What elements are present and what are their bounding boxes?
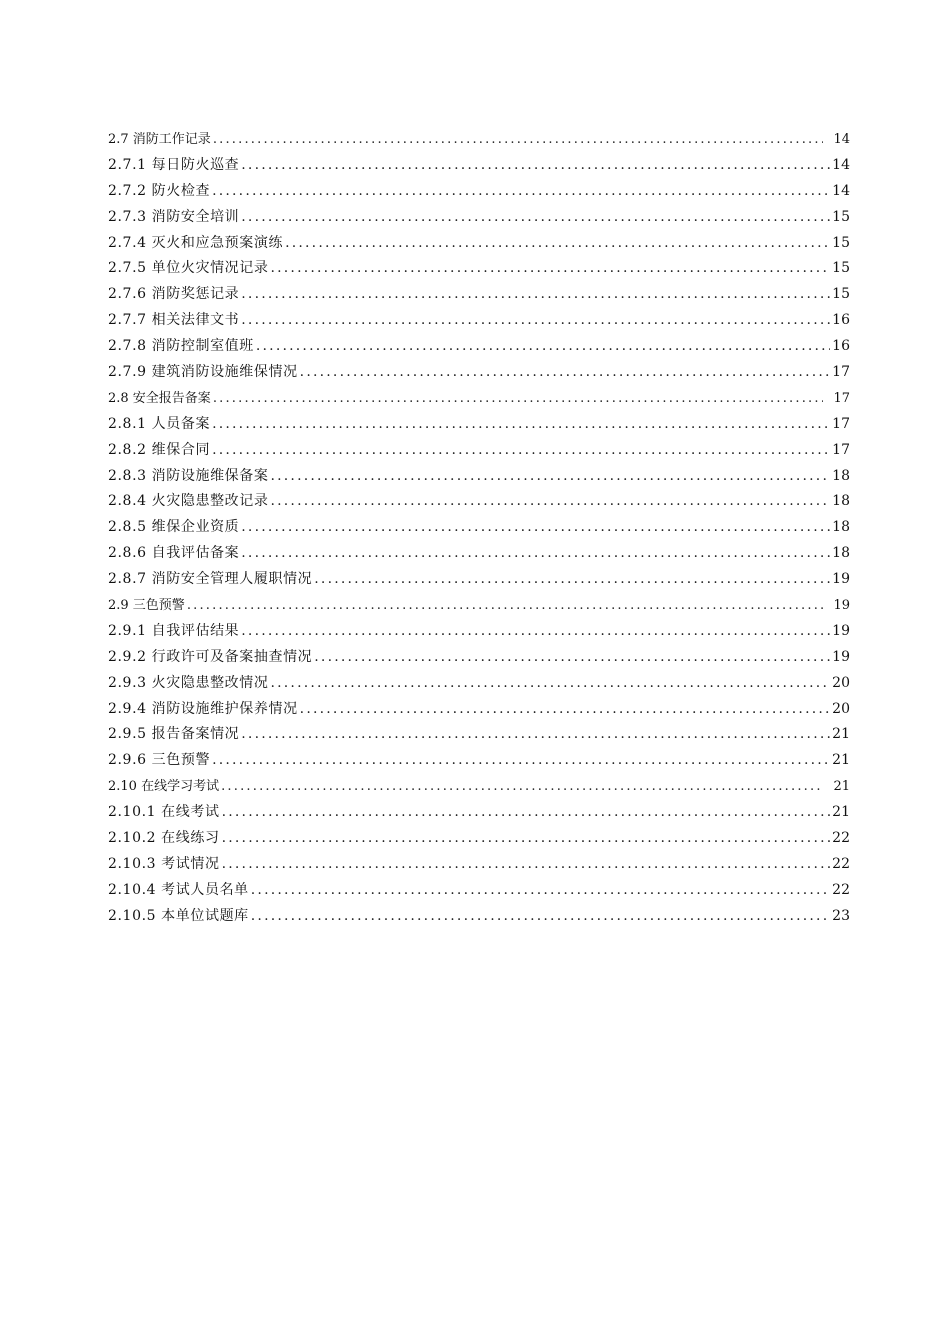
toc-entry-title: 2.7.3 消防安全培训 [108,208,240,225]
toc-entry-title: 2.7.9 建筑消防设施维保情况 [108,364,298,381]
toc-page-number: 18 [832,467,850,484]
toc-subsection-entry[interactable] [108,282,850,308]
toc-page-number: 18 [832,493,850,510]
toc-entry-title: 2.7.8 消防控制室值班 [108,338,254,355]
toc-subsection-entry[interactable] [108,619,850,645]
toc-entry-title: 2.10.1 在线考试 [108,804,220,821]
toc-subsection-entry[interactable] [108,256,850,282]
toc-section-entry[interactable] [108,593,850,619]
toc-dot-leader [212,412,830,438]
toc-dot-leader [212,438,830,464]
toc-subsection-entry[interactable] [108,697,850,723]
table-of-contents [108,127,850,930]
toc-subsection-entry[interactable] [108,515,850,541]
toc-subsection-entry[interactable] [108,567,850,593]
toc-entry-title: 2.10 在线学习考试 [108,779,220,795]
toc-page-number: 17 [833,390,850,406]
toc-dot-leader [187,593,824,619]
toc-dot-leader [300,697,831,723]
toc-entry-title: 2.10.5 本单位试题库 [108,907,249,924]
toc-page-number: 23 [832,907,850,924]
toc-entry-title: 2.8.7 消防安全管理人履职情况 [108,571,313,588]
toc-page-number: 19 [832,648,850,665]
toc-dot-leader [213,386,824,412]
toc-dot-leader [241,515,830,541]
toc-section-entry[interactable] [108,127,850,153]
toc-page-number: 22 [832,830,850,847]
toc-page-number: 16 [832,312,850,329]
toc-subsection-entry[interactable] [108,489,850,515]
toc-dot-leader [222,852,831,878]
toc-page-number: 21 [832,726,850,743]
toc-dot-leader [241,541,830,567]
toc-subsection-entry[interactable] [108,464,850,490]
toc-section-entry[interactable] [108,774,850,800]
toc-page-number: 15 [832,234,850,251]
toc-subsection-entry[interactable] [108,722,850,748]
toc-page-number: 19 [833,598,850,614]
toc-entry-title: 2.10.2 在线练习 [108,830,220,847]
toc-subsection-entry[interactable] [108,153,850,179]
toc-entry-title: 2.10.3 考试情况 [108,855,220,872]
toc-page-number: 15 [832,286,850,303]
toc-page-number: 22 [832,855,850,872]
toc-dot-leader [300,360,831,386]
toc-subsection-entry[interactable] [108,748,850,774]
toc-subsection-entry[interactable] [108,541,850,567]
toc-dot-leader [270,464,830,490]
toc-dot-leader [314,567,830,593]
toc-page-number: 16 [832,338,850,355]
toc-dot-leader [314,645,830,671]
toc-subsection-entry[interactable] [108,878,850,904]
toc-entry-title: 2.8 安全报告备案 [108,390,211,406]
toc-subsection-entry[interactable] [108,334,850,360]
toc-dot-leader [222,826,831,852]
toc-page-number: 18 [832,519,850,536]
toc-entry-title: 2.8.5 维保企业资质 [108,519,240,536]
toc-entry-title: 2.9.4 消防设施维护保养情况 [108,700,298,717]
toc-subsection-entry[interactable] [108,360,850,386]
toc-subsection-entry[interactable] [108,671,850,697]
toc-entry-title: 2.8.3 消防设施维保备案 [108,467,269,484]
toc-subsection-entry[interactable] [108,438,850,464]
toc-entry-title: 2.9.5 报告备案情况 [108,726,240,743]
toc-dot-leader [285,231,830,257]
toc-dot-leader [241,722,830,748]
toc-dot-leader [241,205,830,231]
toc-page-number: 17 [832,415,850,432]
toc-page-number: 14 [832,156,850,173]
toc-page-number: 20 [832,700,850,717]
toc-entry-title: 2.7.1 每日防火巡查 [108,156,240,173]
toc-page-number: 21 [833,779,850,795]
toc-subsection-entry[interactable] [108,904,850,930]
toc-entry-title: 2.9.2 行政许可及备案抽查情况 [108,648,313,665]
toc-dot-leader [212,748,830,774]
toc-page-number: 19 [832,571,850,588]
toc-subsection-entry[interactable] [108,800,850,826]
toc-subsection-entry[interactable] [108,205,850,231]
toc-entry-title: 2.8.4 火灾隐患整改记录 [108,493,269,510]
toc-entry-title: 2.7.2 防火检查 [108,182,211,199]
toc-entry-title: 2.9 三色预警 [108,598,185,614]
toc-entry-title: 2.7.5 单位火灾情况记录 [108,260,269,277]
toc-dot-leader [256,334,830,360]
toc-dot-leader [251,878,830,904]
toc-entry-title: 2.9.1 自我评估结果 [108,622,240,639]
toc-subsection-entry[interactable] [108,179,850,205]
toc-entry-title: 2.8.1 人员备案 [108,415,211,432]
toc-dot-leader [241,619,830,645]
toc-dot-leader [212,179,830,205]
toc-dot-leader [222,800,831,826]
toc-dot-leader [251,904,830,930]
toc-entry-title: 2.10.4 考试人员名单 [108,881,249,898]
toc-page-number: 15 [832,208,850,225]
toc-dot-leader [213,127,824,153]
toc-dot-leader [241,153,830,179]
toc-entry-title: 2.8.2 维保合同 [108,441,211,458]
toc-entry-title: 2.7 消防工作记录 [108,132,211,147]
toc-subsection-entry[interactable] [108,645,850,671]
toc-page-number: 21 [832,804,850,821]
toc-dot-leader [270,489,830,515]
toc-entry-title: 2.9.3 火灾隐患整改情况 [108,674,269,691]
toc-entry-title: 2.8.6 自我评估备案 [108,545,240,562]
toc-page-number: 14 [832,182,850,199]
toc-page-number: 19 [832,622,850,639]
toc-page-number: 18 [832,545,850,562]
toc-dot-leader [241,282,830,308]
toc-subsection-entry[interactable] [108,308,850,334]
toc-dot-leader [221,774,823,800]
toc-subsection-entry[interactable] [108,412,850,438]
toc-page-number: 14 [833,132,850,147]
toc-entry-title: 2.7.7 相关法律文书 [108,312,240,329]
toc-subsection-entry[interactable] [108,852,850,878]
toc-page-number: 20 [832,674,850,691]
toc-entry-title: 2.7.4 灭火和应急预案演练 [108,234,284,251]
toc-section-entry[interactable] [108,386,850,412]
toc-page-number: 17 [832,441,850,458]
toc-page-number: 17 [832,364,850,381]
toc-dot-leader [241,308,830,334]
toc-entry-title: 2.9.6 三色预警 [108,752,211,769]
toc-page-number: 22 [832,881,850,898]
toc-entry-title: 2.7.6 消防奖惩记录 [108,286,240,303]
toc-dot-leader [270,671,830,697]
toc-page-number: 21 [832,752,850,769]
toc-subsection-entry[interactable] [108,231,850,257]
toc-page-number: 15 [832,260,850,277]
toc-dot-leader [270,256,830,282]
toc-subsection-entry[interactable] [108,826,850,852]
